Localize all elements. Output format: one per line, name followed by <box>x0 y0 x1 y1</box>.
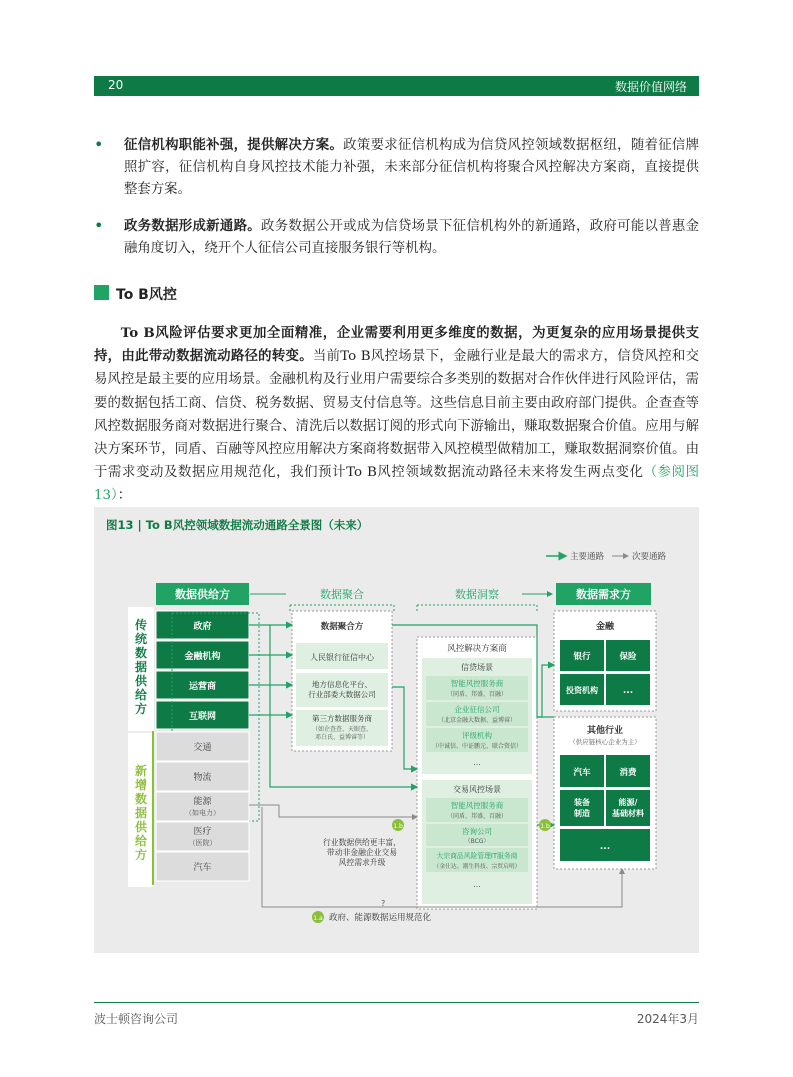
trade-more: ... <box>473 880 481 889</box>
traditional-label: 传统数据供给方 <box>134 618 148 716</box>
demand-label: 汽车 <box>573 768 591 778</box>
header-insight: 数据洞察 <box>455 588 499 601</box>
badge-right-label: 1.b <box>540 823 550 830</box>
new-supplier-label: 物流 <box>193 773 212 783</box>
new-supplier-label: 汽车 <box>193 863 212 873</box>
footer-divider <box>94 1002 699 1003</box>
annotation-2-question: ? <box>381 899 386 908</box>
bullet-item <box>94 134 699 201</box>
credit-scenario-title: 信贷场景 <box>461 663 493 672</box>
new-supplier-sub: （医院） <box>188 839 217 847</box>
demand-box <box>606 790 650 826</box>
aggregator-item-label: 地方信息化平台、行业部委大数据公司 <box>308 680 376 699</box>
section-marker <box>94 285 109 300</box>
solution-item-label: 大宗商品风险管理IT服务商 <box>436 852 518 860</box>
solution-item-sub: （BCG） <box>464 838 490 845</box>
bullet-lead: 政务数据形成新通路。 <box>124 218 261 234</box>
solution-item-sub: （金仕达、潮生科技、宗贸启明） <box>433 864 521 870</box>
supplier-label: 互联网 <box>188 712 217 722</box>
paragraph-end: ： <box>117 488 132 504</box>
solution-item-sub: （中诚信、中证鹏元、联合资信） <box>431 743 523 750</box>
new-label: 新增数据供给方 <box>134 764 148 862</box>
bullet-text: 政务数据公开或成为信贷场景下征信机构外的新通路，政府可能以普惠金融角度切入，绕开个人征信公司直接服务银行等机构。 <box>124 219 700 256</box>
solution-item-sub: （北京金融大数据、益博睿） <box>437 717 517 724</box>
footer-date: 2024年3月 <box>636 1012 699 1026</box>
page-number: 20 <box>108 78 124 92</box>
header-supply-label: 数据供给方 <box>175 588 230 601</box>
flow-diagram <box>94 507 699 953</box>
supplier-label: 政府 <box>193 622 212 632</box>
finance-title: 金融 <box>595 622 615 632</box>
aggregator-title: 数据聚合方 <box>320 622 364 632</box>
annotation-2-text: 政府、能源数据运用规范化 <box>329 913 432 923</box>
demand-label: ... <box>599 842 611 852</box>
bullet-dot: • <box>94 216 104 235</box>
bullet-text: 政策要求征信机构成为信贷风控领域数据枢纽，随着征信牌照扩容，征信机构自身风控技术能力补强，未来部分征信机构将聚合风控解决方案商，直接提供整套方案。 <box>124 138 700 197</box>
new-supplier-sub: （如电力） <box>185 809 220 817</box>
aggregator-item-sub: （如企查查、天眼查、邓白氏、益博睿等） <box>311 726 373 741</box>
badge-mid-label: 1.b <box>393 823 403 830</box>
solution-item-label: 企业征信公司 <box>454 705 500 714</box>
demand-label: 消费 <box>619 768 637 778</box>
badge-annotation-2-label: 1.a <box>313 915 323 922</box>
demand-label: 能源/基础材料 <box>612 798 644 818</box>
bullet-lead: 征信机构职能补强，提供解决方案。 <box>124 137 344 153</box>
aggregator-item-label: 第三方数据服务商 <box>312 714 372 723</box>
other-industry-sub: （供应链核心企业为主） <box>569 738 641 746</box>
header-dashed-arrows <box>290 605 537 611</box>
annotation-1-text: 行业数据供给更丰富，带动非金融企业交易风控需求升级 <box>323 838 401 867</box>
bullet-item <box>94 215 699 260</box>
supplier-label: 金融机构 <box>184 652 221 662</box>
bullet-dot: • <box>94 135 104 154</box>
solution-title: 风控解决方案商 <box>447 644 507 654</box>
credit-more: ... <box>473 758 481 767</box>
aggregator-item-label: 人民银行征信中心 <box>310 653 374 662</box>
other-industry-title: 其他行业 <box>586 726 624 736</box>
section-title: To B风控 <box>116 287 177 303</box>
supplier-label: 运营商 <box>188 682 217 692</box>
solution-item-label: 智能风控服务商 <box>450 679 504 688</box>
new-supplier-label: 医疗 <box>193 827 212 837</box>
demand-label: 投资机构 <box>566 686 598 695</box>
paragraph-text: 当前To B风控场景下，金融行业是最大的需求方，信贷风控和交易风控是最主要的应用场景。金融机构及行业用户需要综合多类别的数据对合作伙伴进行风险评估，需要的数据包括工商、信贷、税务数据、贸易支付信息等。这些信息目前主要由政府部门提供。企查查等风控数据服务商对数据进行聚合、清洗后以数据订阅的形式向下游输出，赚取数据聚合价值。应用与解决方案环节，同盾、百融等风控应用解决方案商将数据带入风控模型做精加工，赚取数据洞察价值。由于需求变动及数据应用规范化，我们预计To B风控领域数据流动路径未来将发生两点变化 <box>94 349 699 481</box>
header-bar <box>94 76 699 96</box>
report-title: 数据价值网络 <box>614 80 687 94</box>
solution-item-label: 咨询公司 <box>462 827 492 836</box>
trade-scenario-title: 交易风控场景 <box>453 785 501 794</box>
solution-item-sub: （同盾、邦盛、百融） <box>446 691 508 698</box>
legend-main-label: 主要通路 <box>570 552 605 562</box>
demand-label: ... <box>622 686 634 696</box>
paragraph-lead: To B风险评估要求更加全面精准，企业需要利用更多维度的数据，为更复杂的应用场景提供支持，由此带动数据流动路径的转变。 <box>94 325 699 365</box>
demand-label: 装备制造 <box>574 798 590 818</box>
solution-item-sub: （同盾、邦盛、百融） <box>446 813 508 820</box>
legend-secondary-label: 次要通路 <box>632 552 667 562</box>
solution-item-label: 评级机构 <box>462 731 492 740</box>
header-aggregation: 数据聚合 <box>320 588 364 601</box>
header-demand-label: 数据需求方 <box>576 588 631 601</box>
figure-13 <box>94 507 699 953</box>
footer-company: 波士顿咨询公司 <box>94 1012 179 1026</box>
new-supplier-label: 交通 <box>193 743 212 753</box>
new-supplier-label: 能源 <box>193 797 212 807</box>
demand-box <box>560 790 604 826</box>
demand-label: 银行 <box>573 652 591 662</box>
figure-title: 图13 | To B风控领域数据流动通路全景图（未来） <box>106 518 369 532</box>
body-paragraph <box>94 322 699 508</box>
figure-reference: （参阅图13） <box>94 465 699 504</box>
solution-item-label: 智能风控服务商 <box>450 801 504 810</box>
demand-label: 保险 <box>619 652 637 662</box>
